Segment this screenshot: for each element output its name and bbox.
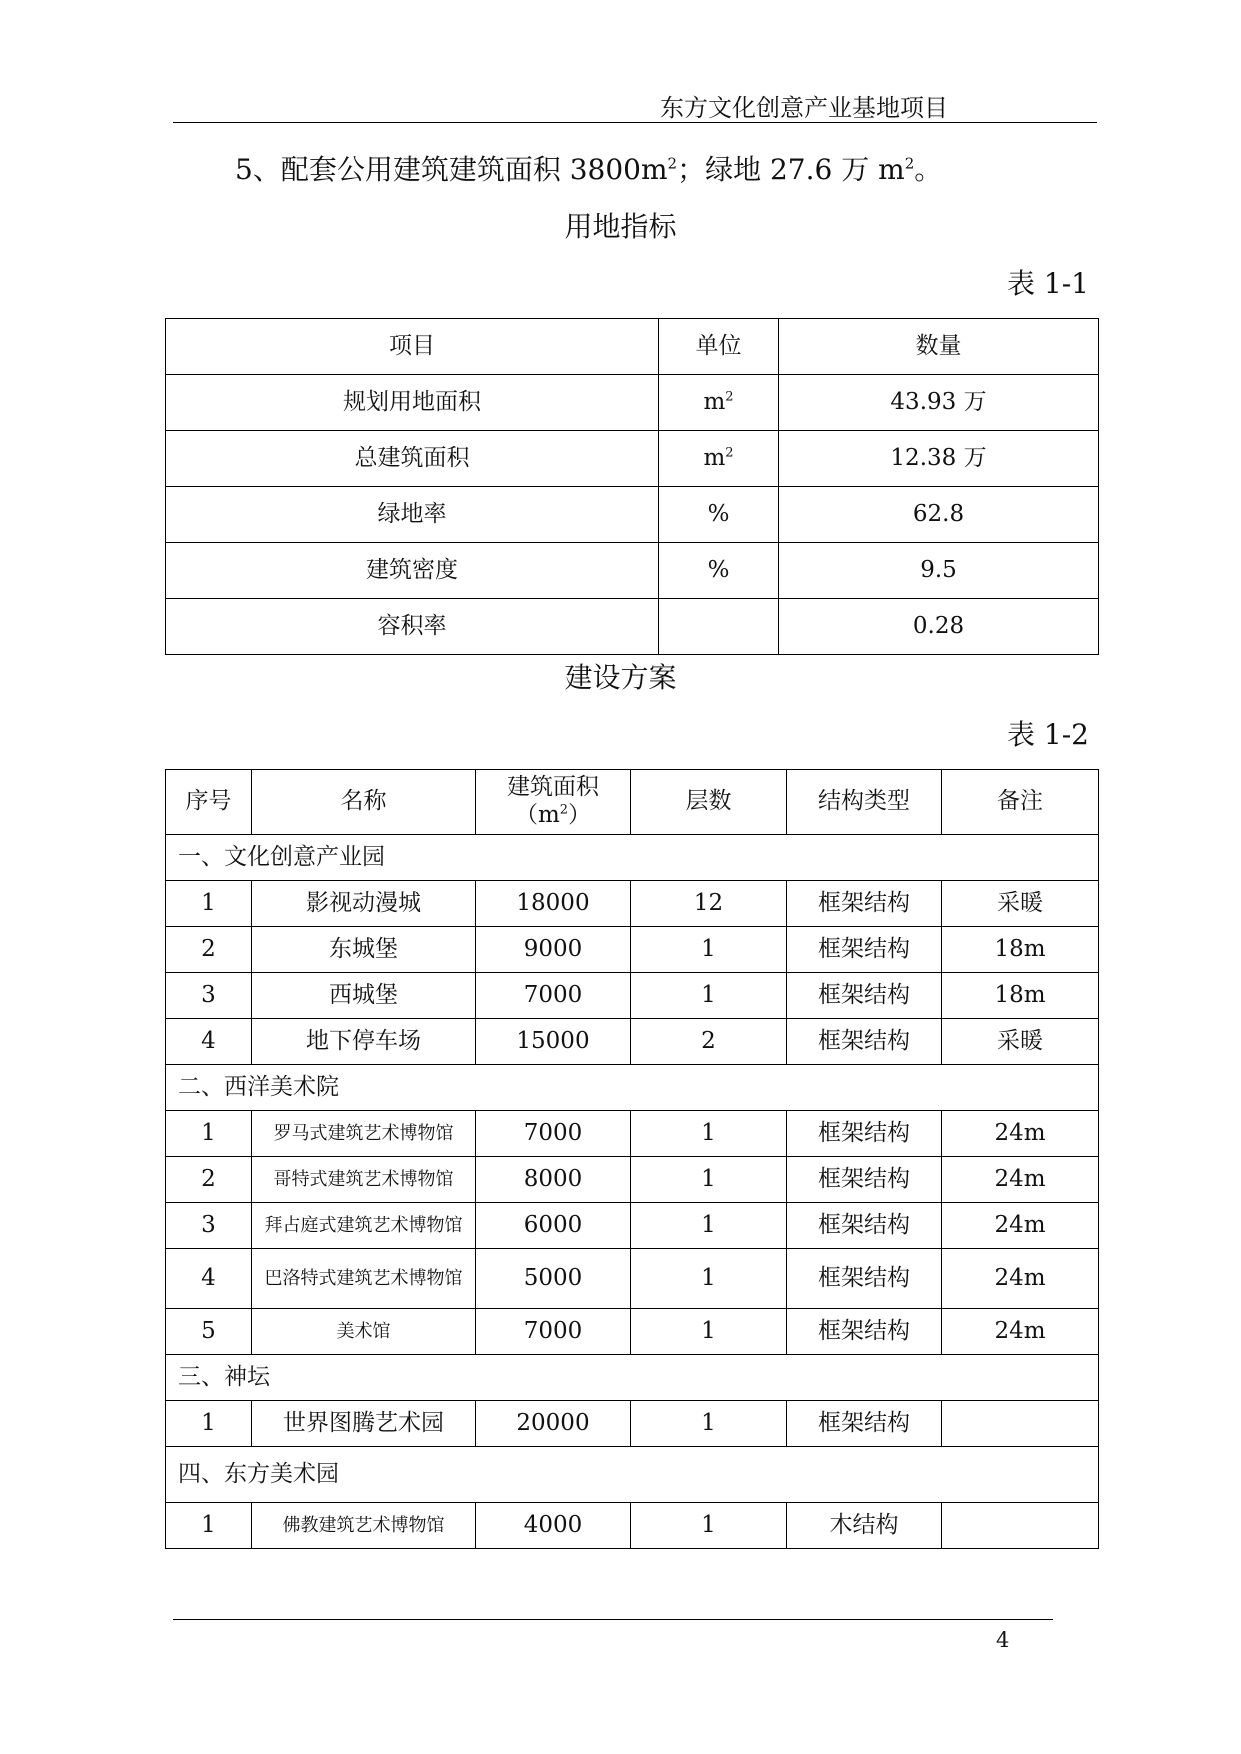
floors-cell: 1 xyxy=(631,1249,787,1309)
table-row xyxy=(166,543,1099,599)
note-cell xyxy=(942,1503,1099,1549)
structure-cell: 木结构 xyxy=(787,1503,942,1549)
floors-cell: 1 xyxy=(631,1309,787,1355)
section-row xyxy=(166,1065,1099,1111)
paragraph-text: 。 xyxy=(914,153,943,186)
area-cell: 7000 xyxy=(476,1111,631,1157)
table-row xyxy=(166,599,1099,655)
value-cell: 0.28 xyxy=(779,599,1099,655)
table-row xyxy=(166,1249,1099,1309)
note-cell: 18m xyxy=(942,973,1099,1019)
table2-caption: 建设方案 xyxy=(564,661,677,694)
table-header-row xyxy=(166,319,1099,375)
header-cell: 名称 xyxy=(252,770,476,835)
structure-cell: 框架结构 xyxy=(787,1249,942,1309)
table-row xyxy=(166,1203,1099,1249)
area-unit-close: ） xyxy=(568,802,592,828)
footer-rule xyxy=(173,1619,1053,1620)
table-row xyxy=(166,1401,1099,1447)
item-cell: 绿地率 xyxy=(166,487,659,543)
note-cell: 采暖 xyxy=(942,1019,1099,1065)
header-cell: 数量 xyxy=(779,319,1099,375)
table-row xyxy=(166,1503,1099,1549)
header-cell-area xyxy=(476,770,631,835)
name-cell: 影视动漫城 xyxy=(252,881,476,927)
paragraph-text: ；绿地 27.6 万 m xyxy=(677,153,905,186)
header-cell: 结构类型 xyxy=(787,770,942,835)
page-number: 4 xyxy=(996,1628,1010,1652)
structure-cell: 框架结构 xyxy=(787,1111,942,1157)
item-cell: 容积率 xyxy=(166,599,659,655)
header-cell: 备注 xyxy=(942,770,1099,835)
section-title: 三、神坛 xyxy=(166,1355,1099,1401)
table-row xyxy=(166,973,1099,1019)
unit-cell: % xyxy=(659,543,779,599)
section-title: 一、文化创意产业园 xyxy=(166,835,1099,881)
note-cell: 24m xyxy=(942,1111,1099,1157)
area-cell: 7000 xyxy=(476,1309,631,1355)
table-row xyxy=(166,881,1099,927)
table-row xyxy=(166,375,1099,431)
name-cell: 罗马式建筑艺术博物馆 xyxy=(252,1111,476,1157)
note-cell xyxy=(942,1401,1099,1447)
area-cell: 5000 xyxy=(476,1249,631,1309)
name-cell: 西城堡 xyxy=(252,973,476,1019)
header-cell: 项目 xyxy=(166,319,659,375)
value-cell: 9.5 xyxy=(779,543,1099,599)
name-cell: 地下停车场 xyxy=(252,1019,476,1065)
note-cell: 24m xyxy=(942,1309,1099,1355)
section-title: 二、西洋美术院 xyxy=(166,1065,1099,1111)
unit-cell: % xyxy=(659,487,779,543)
no-cell: 3 xyxy=(166,973,252,1019)
header-cell: 序号 xyxy=(166,770,252,835)
area-cell: 15000 xyxy=(476,1019,631,1065)
item-cell: 总建筑面积 xyxy=(166,431,659,487)
area-cell: 9000 xyxy=(476,927,631,973)
structure-cell: 框架结构 xyxy=(787,1203,942,1249)
unit-text: m xyxy=(703,444,726,471)
floors-cell: 1 xyxy=(631,1157,787,1203)
structure-cell: 框架结构 xyxy=(787,927,942,973)
header-cell: 层数 xyxy=(631,770,787,835)
no-cell: 2 xyxy=(166,927,252,973)
area-cell: 20000 xyxy=(476,1401,631,1447)
floors-cell: 1 xyxy=(631,927,787,973)
value-cell: 12.38 万 xyxy=(779,431,1099,487)
superscript: 2 xyxy=(725,389,734,405)
floors-cell: 1 xyxy=(631,1203,787,1249)
structure-cell: 框架结构 xyxy=(787,973,942,1019)
no-cell: 1 xyxy=(166,881,252,927)
area-cell: 4000 xyxy=(476,1503,631,1549)
area-cell: 18000 xyxy=(476,881,631,927)
name-cell: 美术馆 xyxy=(252,1309,476,1355)
no-cell: 5 xyxy=(166,1309,252,1355)
no-cell: 3 xyxy=(166,1203,252,1249)
structure-cell: 框架结构 xyxy=(787,1019,942,1065)
unit-text: m xyxy=(703,388,726,415)
name-cell: 巴洛特式建筑艺术博物馆 xyxy=(252,1249,476,1309)
section-title: 四、东方美术园 xyxy=(166,1447,1099,1503)
construction-plan-table xyxy=(165,769,1099,1549)
area-cell: 7000 xyxy=(476,973,631,1019)
structure-cell: 框架结构 xyxy=(787,881,942,927)
note-cell: 24m xyxy=(942,1157,1099,1203)
name-cell: 世界图腾艺术园 xyxy=(252,1401,476,1447)
superscript: 2 xyxy=(559,802,569,818)
no-cell: 1 xyxy=(166,1503,252,1549)
table-row xyxy=(166,487,1099,543)
table2-number: 表 1-2 xyxy=(1007,718,1089,751)
note-cell: 24m xyxy=(942,1249,1099,1309)
unit-cell xyxy=(659,431,779,487)
floors-cell: 1 xyxy=(631,973,787,1019)
table-row xyxy=(166,1309,1099,1355)
floors-cell: 2 xyxy=(631,1019,787,1065)
floors-cell: 1 xyxy=(631,1401,787,1447)
table1-number: 表 1-1 xyxy=(1007,267,1089,300)
name-cell: 东城堡 xyxy=(252,927,476,973)
area-cell: 8000 xyxy=(476,1157,631,1203)
structure-cell: 框架结构 xyxy=(787,1309,942,1355)
item-cell: 规划用地面积 xyxy=(166,375,659,431)
section-row xyxy=(166,1355,1099,1401)
note-cell: 24m xyxy=(942,1203,1099,1249)
structure-cell: 框架结构 xyxy=(787,1401,942,1447)
header-cell: 单位 xyxy=(659,319,779,375)
no-cell: 4 xyxy=(166,1019,252,1065)
name-cell: 哥特式建筑艺术博物馆 xyxy=(252,1157,476,1203)
area-unit: （m xyxy=(514,802,560,828)
superscript: 2 xyxy=(667,154,678,173)
land-index-table xyxy=(165,318,1099,655)
no-cell: 1 xyxy=(166,1401,252,1447)
superscript: 2 xyxy=(725,445,734,461)
no-cell: 1 xyxy=(166,1111,252,1157)
floors-cell: 12 xyxy=(631,881,787,927)
unit-cell xyxy=(659,375,779,431)
running-header: 东方文化创意产业基地项目 xyxy=(660,94,948,122)
table-row xyxy=(166,927,1099,973)
name-cell: 佛教建筑艺术博物馆 xyxy=(252,1503,476,1549)
no-cell: 4 xyxy=(166,1249,252,1309)
table-header-row xyxy=(166,770,1099,835)
section-row xyxy=(166,835,1099,881)
floors-cell: 1 xyxy=(631,1111,787,1157)
name-cell: 拜占庭式建筑艺术博物馆 xyxy=(252,1203,476,1249)
unit-cell xyxy=(659,599,779,655)
value-cell: 62.8 xyxy=(779,487,1099,543)
item-cell: 建筑密度 xyxy=(166,543,659,599)
superscript: 2 xyxy=(904,154,915,173)
table-row xyxy=(166,1157,1099,1203)
table1-caption: 用地指标 xyxy=(564,210,677,243)
paragraph-text: 5、配套公用建筑建筑面积 3800m xyxy=(235,153,668,186)
table-row xyxy=(166,1019,1099,1065)
no-cell: 2 xyxy=(166,1157,252,1203)
area-cell: 6000 xyxy=(476,1203,631,1249)
floors-cell: 1 xyxy=(631,1503,787,1549)
value-cell: 43.93 万 xyxy=(779,375,1099,431)
area-label: 建筑面积 xyxy=(507,774,599,801)
note-cell: 采暖 xyxy=(942,881,1099,927)
paragraph-item-5 xyxy=(235,148,942,188)
section-row xyxy=(166,1447,1099,1503)
table-row xyxy=(166,1111,1099,1157)
header-rule xyxy=(173,122,1097,123)
structure-cell: 框架结构 xyxy=(787,1157,942,1203)
table-row xyxy=(166,431,1099,487)
note-cell: 18m xyxy=(942,927,1099,973)
